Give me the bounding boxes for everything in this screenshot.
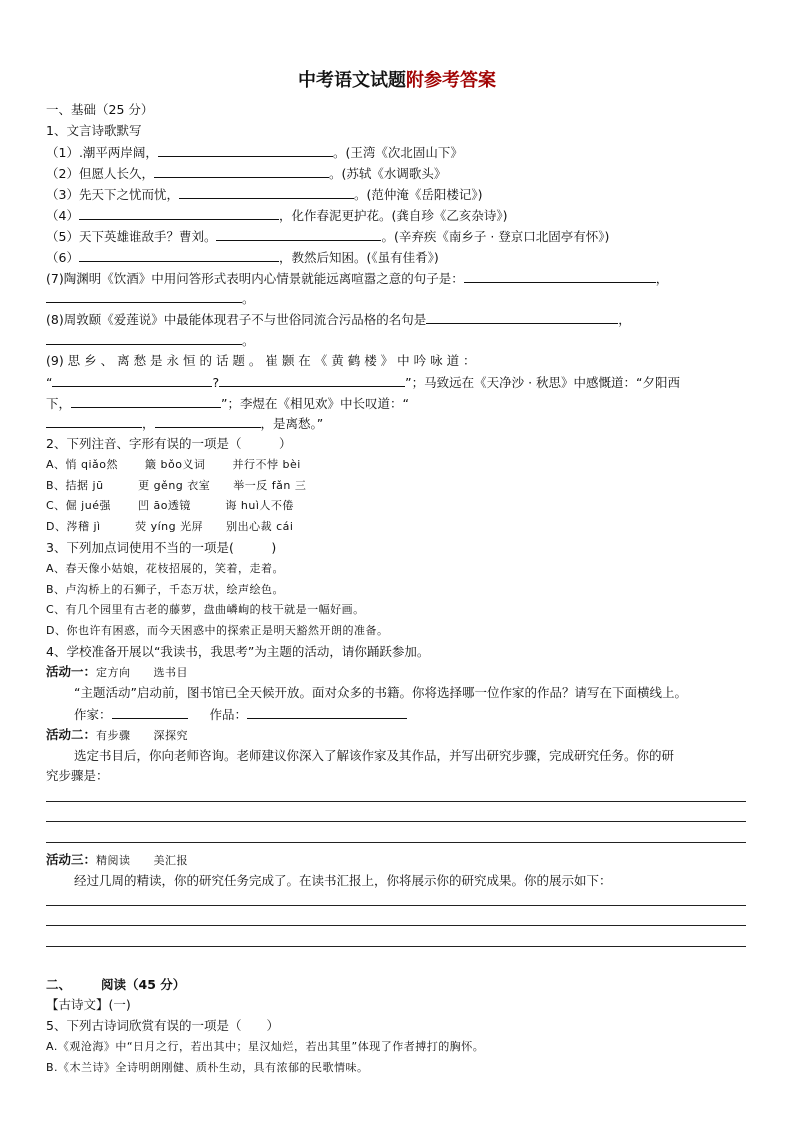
section-heading-reading: 二、 阅读（45 分） <box>46 977 186 992</box>
answer-blank[interactable] <box>46 289 242 303</box>
answer-blank[interactable] <box>155 414 261 428</box>
answer-blank[interactable] <box>52 373 212 387</box>
question-3-option-b[interactable]: B、卢沟桥上的石狮子，千态万状，绘声绘色。 <box>46 583 285 596</box>
activity-2-text: 选定书目后，你向老师咨询。老师建议你深入了解该作家及其作品，并写出研究步骤，完成研究任务。你的研 <box>74 748 675 763</box>
question-2-option-b[interactable]: B、拮据 jū 更 gěng 衣室 举一反 fǎn 三 <box>46 479 307 492</box>
activity-3-heading: 活动三：精阅读 美汇报 <box>46 852 189 867</box>
poem-line-9b: “ ? ”；马致远在《天净沙 · 秋思》中感慨道：“夕阳西 <box>46 375 680 390</box>
title-suffix: 附参考答案 <box>406 70 496 91</box>
poem-line-8: (8)周敦颐《爱莲说》中最能体现君子不与世俗同流合污品格的名句是 ， <box>46 312 631 327</box>
answer-blank[interactable] <box>79 206 279 220</box>
poem-line-7-cont: 。 <box>46 289 255 308</box>
answer-line[interactable] <box>46 821 746 822</box>
question-5-option-b[interactable]: B.《木兰诗》全诗明朗刚健、质朴生动，具有浓郁的民歌情味。 <box>46 1061 369 1074</box>
poem-line-7: (7)陶渊明《饮酒》中用问答形式表明内心情景就能远离喧嚣之意的句子是： ， <box>46 271 669 286</box>
answer-line[interactable] <box>46 946 746 947</box>
page-title: 中考语文试题附参考答案 <box>298 70 496 91</box>
poem-line-8-cont: 。 <box>46 331 255 350</box>
activity-2-heading: 活动二：有步骤 深探究 <box>46 727 189 742</box>
question-2-option-c[interactable]: C、倔 jué强 凹 āo透镜 诲 huì人不倦 <box>46 499 294 512</box>
poem-line-5: （5）天下英雄谁敌手？曹刘。 。(辛弃疾《南乡子 · 登京口北固亭有怀》) <box>46 229 610 244</box>
answer-blank[interactable] <box>154 164 329 178</box>
question-1-stem: 1、文言诗歌默写 <box>46 123 142 138</box>
question-5-option-a[interactable]: A.《观沧海》中“日月之行，若出其中；星汉灿烂，若出其里”体现了作者搏打的胸怀。 <box>46 1040 485 1053</box>
poem-line-3: （3）先天下之忧而忧， 。(范仲淹《岳阳楼记》) <box>46 187 483 202</box>
work-blank[interactable] <box>247 705 407 719</box>
activity-3-text: 经过几周的精读，你的研究任务完成了。在读书汇报上，你将展示你的研究成果。你的展示如下： <box>74 873 612 888</box>
poem-line-9c: 下， ”；李煜在《相见欢》中长叹道：“ <box>46 396 409 411</box>
answer-blank[interactable] <box>179 185 354 199</box>
answer-blank[interactable] <box>46 414 142 428</box>
poem-line-1: （1）.潮平两岸阔， 。(王湾《次北固山下》 <box>46 145 463 160</box>
answer-line[interactable] <box>46 905 746 906</box>
activity-2-text-cont: 究步骤是： <box>46 768 109 783</box>
poem-line-9: (9) 思 乡 、 离 愁 是 永 恒 的 话 题 。 崔 颢 在 《 黄 鹤 楼 》 中 吟 咏 道 ： <box>46 353 476 368</box>
classical-heading: 【古诗文】(一) <box>46 997 131 1012</box>
answer-blank[interactable] <box>219 373 405 387</box>
answer-blank[interactable] <box>71 394 221 408</box>
poem-line-6: （6） ，教然后知困。(《虽有佳肴》) <box>46 250 439 265</box>
question-2-option-d[interactable]: D、涔稽 jì 荧 yíng 光屏 别出心裁 cái <box>46 520 294 533</box>
question-2-option-a[interactable]: A、悄 qiǎo然 簸 bǒo义词 并行不悖 bèi <box>46 458 301 471</box>
answer-blank[interactable] <box>464 269 656 283</box>
answer-blank[interactable] <box>216 227 381 241</box>
answer-blank[interactable] <box>426 310 618 324</box>
poem-line-2: （2）但愿人长久， 。(苏轼《水调歌头》 <box>46 166 447 181</box>
answer-line[interactable] <box>46 801 746 802</box>
answer-blank[interactable] <box>46 331 242 345</box>
question-3-stem: 3、下列加点词使用不当的一项是( ) <box>46 540 277 555</box>
answer-blank[interactable] <box>158 143 333 157</box>
answer-line[interactable] <box>46 925 746 926</box>
activity-1-heading: 活动一：定方向 选书目 <box>46 664 189 679</box>
author-work-row: 作家： 作品： <box>74 705 407 724</box>
section-heading-basics: 一、基础（25 分） <box>46 102 154 117</box>
activity-1-text: “主题活动”启动前，图书馆已全天候开放。面对众多的书籍。你将选择哪一位作家的作品？请写在下面横线上。 <box>74 685 687 700</box>
question-4-stem: 4、学校准备开展以“我读书，我思考”为主题的活动，请你踊跃参加。 <box>46 644 430 659</box>
question-3-option-c[interactable]: C、有几个园里有古老的藤萝，盘曲嶙峋的枝干就是一幅好画。 <box>46 603 365 616</box>
question-5-stem: 5、下列古诗词欣赏有误的一项是（ ） <box>46 1018 279 1033</box>
answer-line[interactable] <box>46 842 746 843</box>
poem-line-9d: ， ，是离愁。” <box>46 414 323 433</box>
question-3-option-a[interactable]: A、春天像小姑娘，花枝招展的，笑着，走着。 <box>46 562 285 575</box>
question-2-stem: 2、下列注音、字形有误的一项是（ ） <box>46 436 292 451</box>
question-3-option-d[interactable]: D、你也许有困惑，而今天困惑中的探索正是明天豁然开朗的准备。 <box>46 624 389 637</box>
answer-blank[interactable] <box>79 248 279 262</box>
author-blank[interactable] <box>112 705 188 719</box>
poem-line-4: （4） ，化作春泥更护花。(龚自珍《乙亥杂诗》) <box>46 208 508 223</box>
